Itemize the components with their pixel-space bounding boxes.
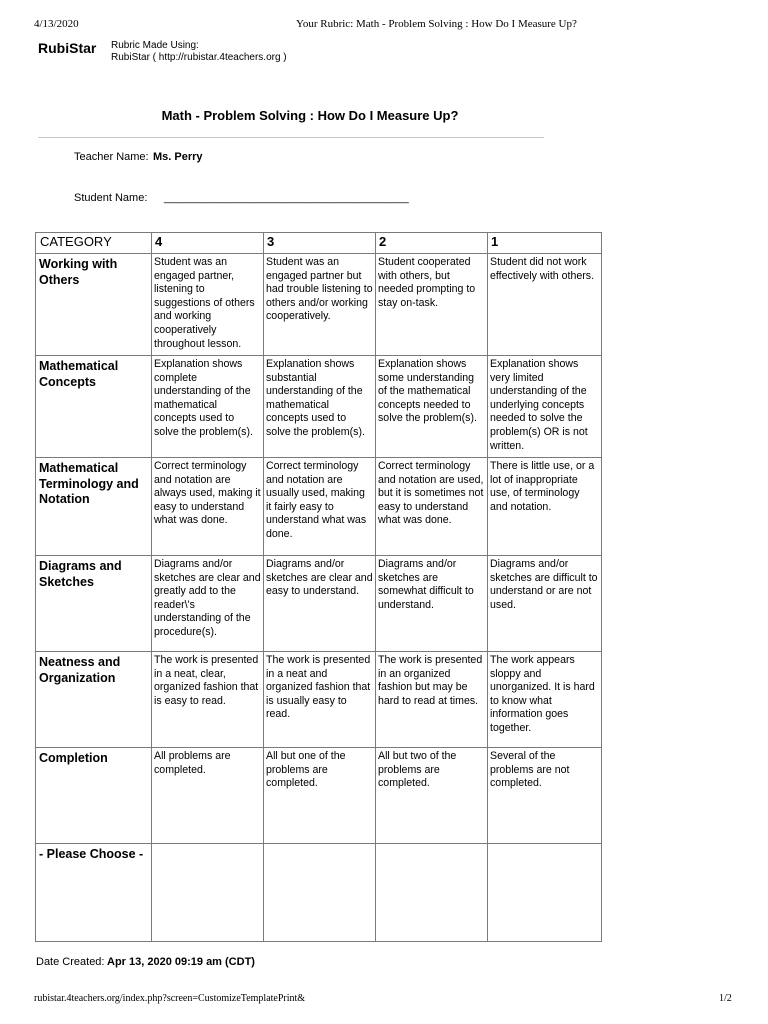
header-level-4: 4 bbox=[152, 233, 264, 254]
date-created-value: Apr 13, 2020 09:19 am (CDT) bbox=[107, 956, 255, 968]
student-name-blank: ________________________________________ bbox=[164, 192, 409, 204]
header-category: CATEGORY bbox=[36, 233, 152, 254]
print-page-number: 1/2 bbox=[719, 993, 732, 1004]
table-row bbox=[36, 356, 602, 458]
table-cell bbox=[376, 844, 488, 942]
table-cell: The work is presented in a neat, clear, organized fashion that is easy to read. bbox=[152, 652, 264, 748]
table-cell: Diagrams and/or sketches are clear and easy to understand. bbox=[264, 556, 376, 652]
made-using-label: Rubric Made Using: bbox=[111, 40, 199, 51]
table-row bbox=[36, 254, 602, 356]
header-level-2: 2 bbox=[376, 233, 488, 254]
row-category: Mathematical Concepts bbox=[36, 356, 152, 458]
table-cell: Correct terminology and notation are usually used, making it fairly easy to understand what was done. bbox=[264, 458, 376, 556]
brand-logo-text: RubiStar bbox=[38, 40, 97, 56]
print-date: 4/13/2020 bbox=[34, 18, 79, 30]
table-cell: The work appears sloppy and unorganized. It is hard to know what information goes together. bbox=[488, 652, 602, 748]
table-cell: Explanation shows substantial understanding of the mathematical concepts used to solve the problem(s). bbox=[264, 356, 376, 458]
table-cell: Diagrams and/or sketches are clear and greatly add to the reader\'s understanding of the procedure(s). bbox=[152, 556, 264, 652]
table-cell bbox=[488, 844, 602, 942]
teacher-name-value: Ms. Perry bbox=[153, 151, 203, 163]
table-cell: All but one of the problems are completed. bbox=[264, 748, 376, 844]
table-header-row bbox=[36, 233, 602, 254]
table-row bbox=[36, 556, 602, 652]
table-cell: Student was an engaged partner, listening to suggestions of others and working cooperatively throughout lesson. bbox=[152, 254, 264, 356]
table-cell: Explanation shows very limited understanding of the underlying concepts needed to solve the problem(s) OR is not written. bbox=[488, 356, 602, 458]
table-cell: Student cooperated with others, but needed prompting to stay on-task. bbox=[376, 254, 488, 356]
table-cell bbox=[152, 844, 264, 942]
table-cell: Diagrams and/or sketches are difficult to understand or are not used. bbox=[488, 556, 602, 652]
teacher-name-label: Teacher Name: bbox=[74, 151, 149, 163]
made-using-value: RubiStar ( http://rubistar.4teachers.org ) bbox=[111, 52, 287, 63]
table-cell: There is little use, or a lot of inappropriate use, of terminology and notation. bbox=[488, 458, 602, 556]
table-row bbox=[36, 748, 602, 844]
table-cell: All problems are completed. bbox=[152, 748, 264, 844]
row-category: Completion bbox=[36, 748, 152, 844]
table-cell: Correct terminology and notation are always used, making it easy to understand what was done. bbox=[152, 458, 264, 556]
print-footer-url: rubistar.4teachers.org/index.php?screen=CustomizeTemplatePrint& bbox=[34, 993, 306, 1004]
rubric-title: Math - Problem Solving : How Do I Measure Up? bbox=[161, 108, 459, 123]
table-cell: The work is presented in an organized fashion but may be hard to read at times. bbox=[376, 652, 488, 748]
table-cell: Student did not work effectively with others. bbox=[488, 254, 602, 356]
table-cell: Explanation shows some understanding of the mathematical concepts needed to solve the problem(s). bbox=[376, 356, 488, 458]
table-row bbox=[36, 458, 602, 556]
row-category: Neatness and Organization bbox=[36, 652, 152, 748]
table-cell: Diagrams and/or sketches are somewhat difficult to understand. bbox=[376, 556, 488, 652]
table-row bbox=[36, 844, 602, 942]
title-divider bbox=[38, 137, 544, 138]
row-category: Diagrams and Sketches bbox=[36, 556, 152, 652]
table-cell: Correct terminology and notation are used, but it is sometimes not easy to understand what was done. bbox=[376, 458, 488, 556]
date-created-label: Date Created: bbox=[36, 956, 105, 968]
table-cell: The work is presented in a neat and organized fashion that is usually easy to read. bbox=[264, 652, 376, 748]
table-cell bbox=[264, 844, 376, 942]
row-category-please-choose: - Please Choose - bbox=[36, 844, 152, 942]
table-cell: Several of the problems are not completed. bbox=[488, 748, 602, 844]
table-cell: Explanation shows complete understanding of the mathematical concepts used to solve the problem(s). bbox=[152, 356, 264, 458]
print-page-title: Your Rubric: Math - Problem Solving : How Do I Measure Up? bbox=[296, 18, 577, 30]
header-level-1: 1 bbox=[488, 233, 602, 254]
row-category: Mathematical Terminology and Notation bbox=[36, 458, 152, 556]
table-row bbox=[36, 652, 602, 748]
student-name-label: Student Name: bbox=[74, 192, 148, 204]
rubric-table bbox=[35, 232, 602, 942]
table-cell: All but two of the problems are completed. bbox=[376, 748, 488, 844]
table-cell: Student was an engaged partner but had trouble listening to others and/or working cooperatively. bbox=[264, 254, 376, 356]
header-level-3: 3 bbox=[264, 233, 376, 254]
row-category: Working with Others bbox=[36, 254, 152, 356]
